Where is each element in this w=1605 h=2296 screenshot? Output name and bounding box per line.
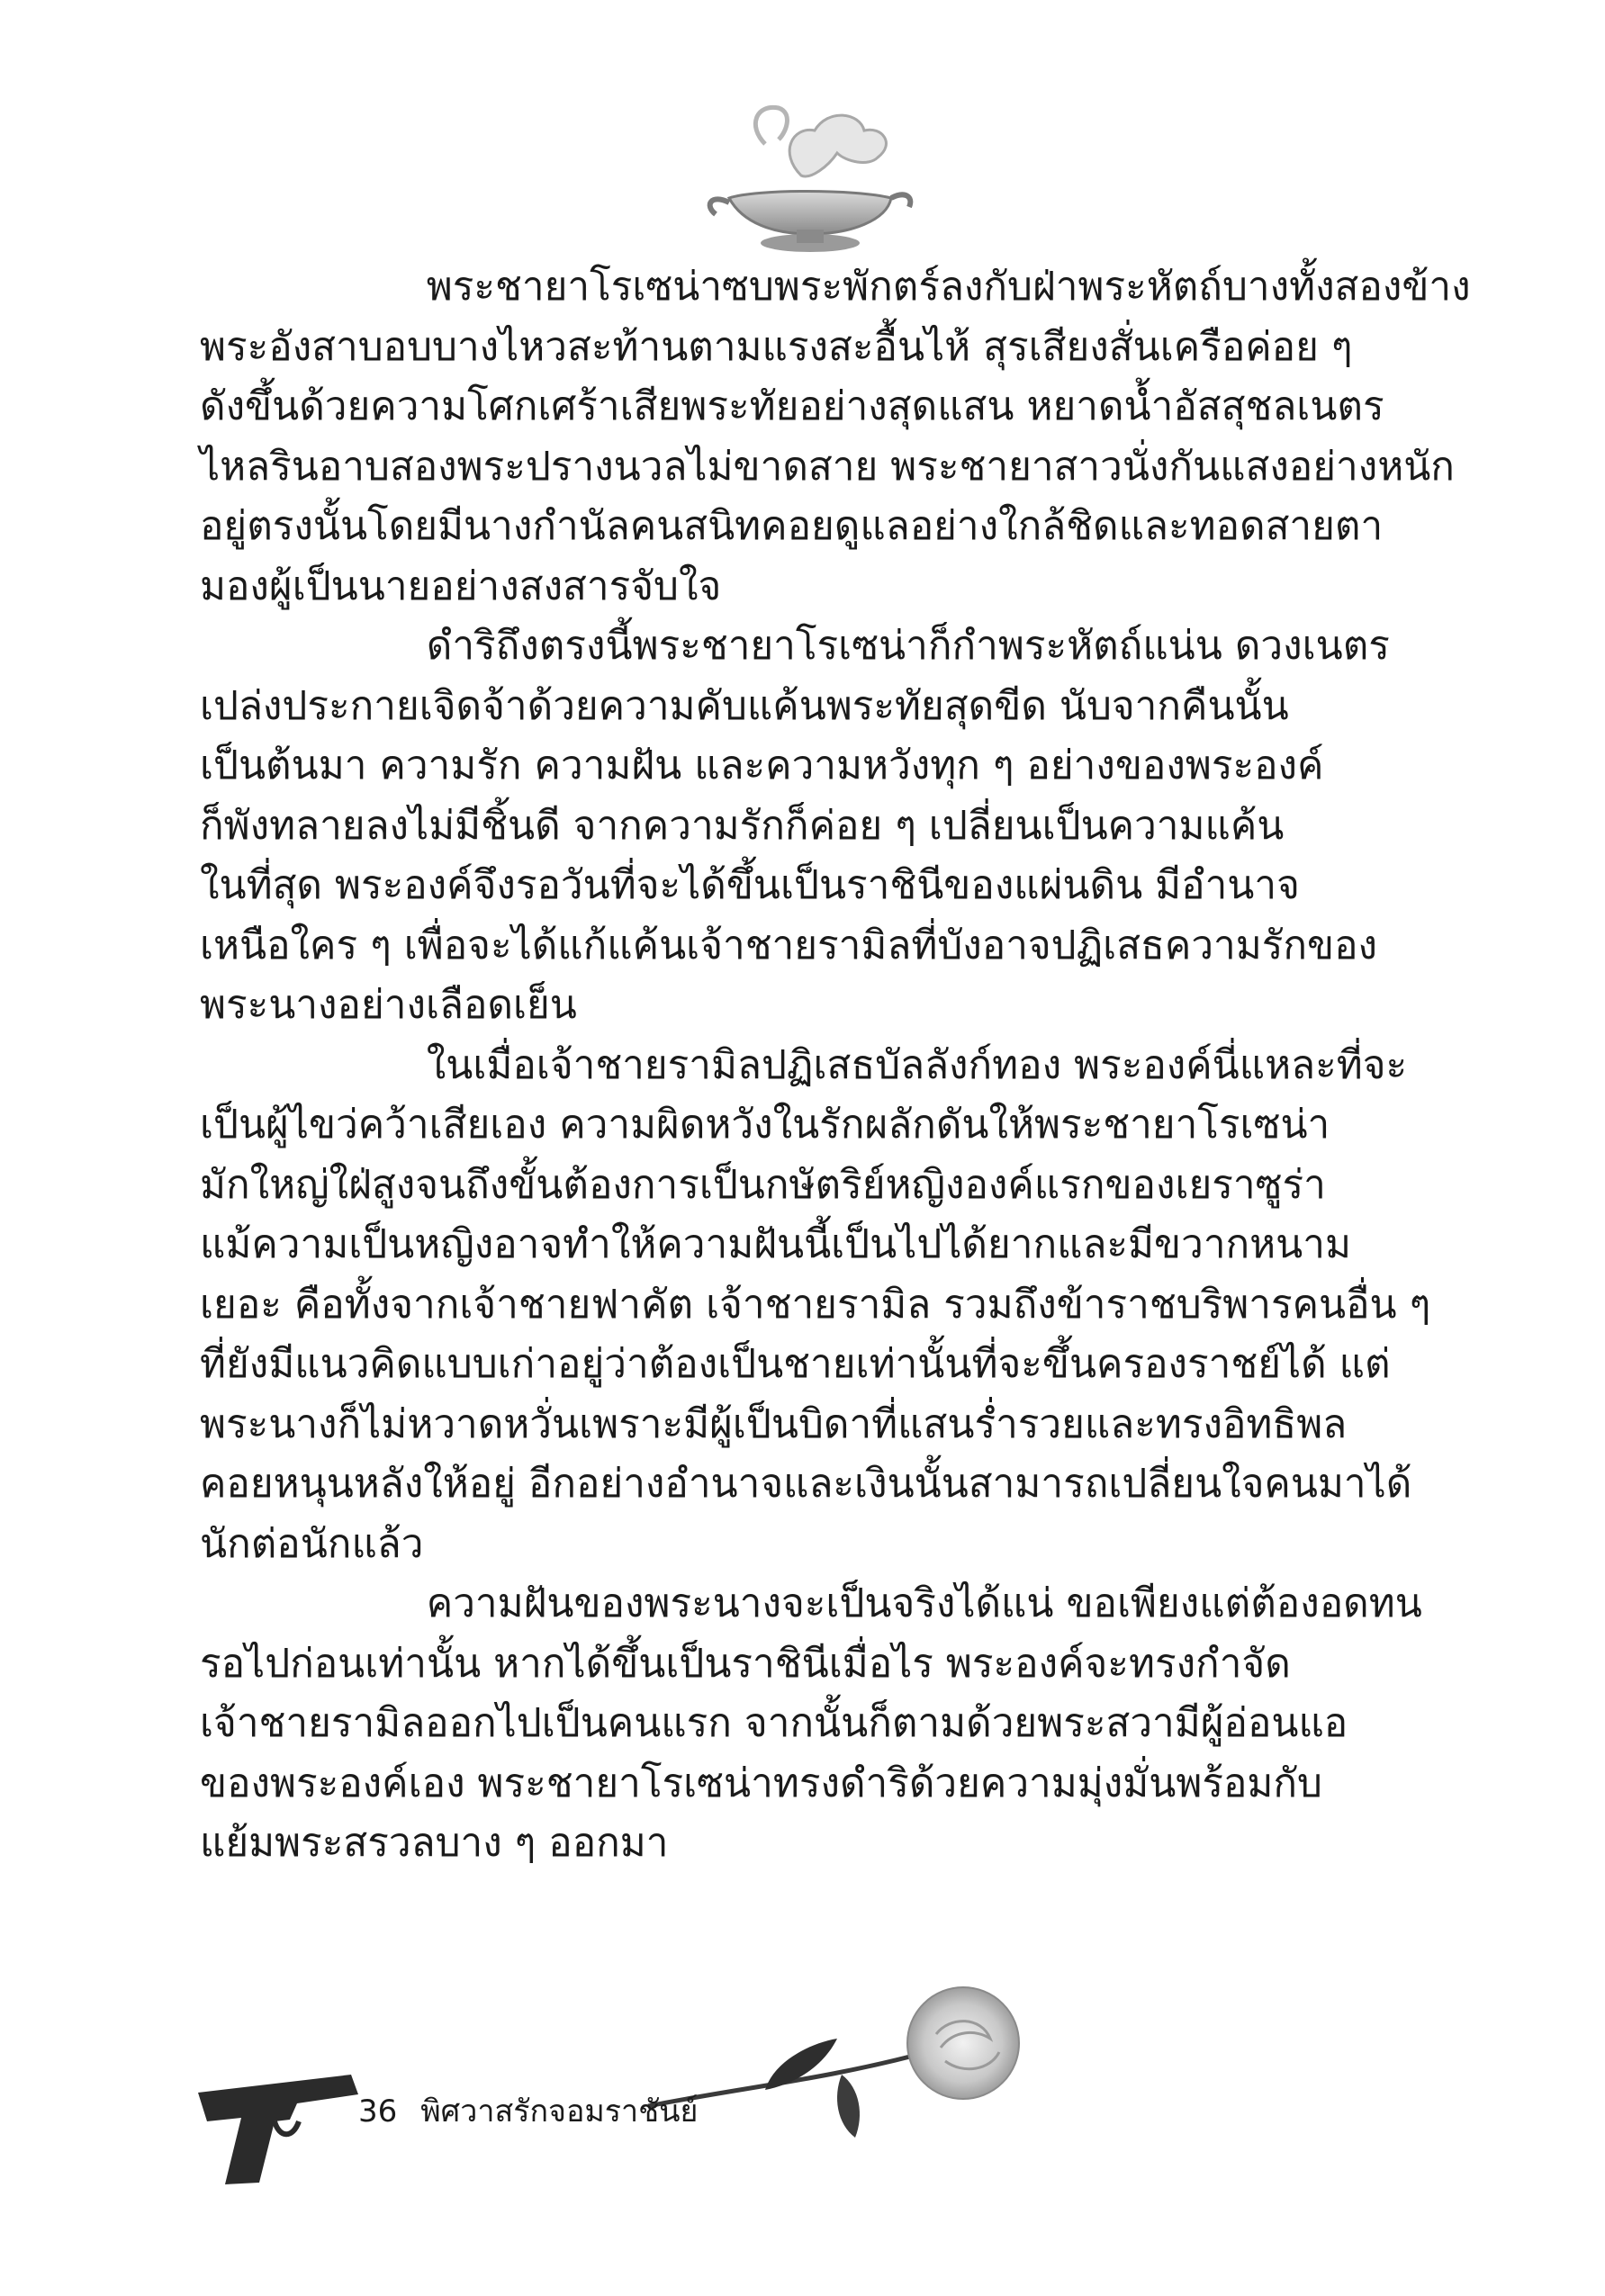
text-line: เป็นผู้ไขว่คว้าเสียเอง ความผิดหวังในรักผลักดันให้พระชายาโรเซน่า (200, 1102, 1330, 1148)
text-line: ไหลรินอาบสองพระปรางนวลไม่ขาดสาย พระชายาสาวนั่งกันแสงอย่างหนัก (200, 443, 1455, 490)
text-line: เหนือใคร ๆ เพื่อจะได้แก้แค้นเจ้าชายรามิลที่บังอาจปฏิเสธความรักของ (200, 922, 1378, 968)
text-line: ดำริถึงตรงนี้พระชายาโรเซน่าก็กำพระหัตถ์แน่น ดวงเนตร (200, 623, 1390, 669)
text-line: ในเมื่อเจ้าชายรามิลปฏิเสธบัลลังก์ทอง พระองค์นี่แหละที่จะ (200, 1041, 1408, 1088)
page-footer (358, 2086, 698, 2135)
body-text (200, 257, 1471, 1874)
text-line: เปล่งประกายเจิดจ้าด้วยความคับแค้นพระทัยสุดขีด นับจากคืนนั้น (200, 682, 1289, 729)
paragraph-1 (200, 257, 1471, 617)
text-line: แย้มพระสรวลบาง ๆ ออกมา (200, 1820, 669, 1866)
text-line: แม้ความเป็นหญิงอาจทำให้ความฝันนี้เป็นไปได้ยากและมีขวากหนาม (200, 1221, 1351, 1267)
book-title: พิศวาสรักจอมราชันย์ (420, 2093, 699, 2129)
text-line: ความฝันของพระนางจะเป็นจริงได้แน่ ขอเพียงแต่ต้องอดทน (200, 1580, 1422, 1626)
pistol-icon (189, 2066, 369, 2192)
paragraph-2 (200, 617, 1390, 1036)
text-line: พระอังสาบอบบางไหวสะท้านตามแรงสะอื้นไห้ สุรเสียงสั่นเครือค่อย ๆ (200, 323, 1353, 370)
text-line: ก็พังทลายลงไม่มีชิ้นดี จากความรักก็ค่อย ๆ เปลี่ยนเป็นความแค้น (200, 802, 1285, 849)
text-line: รอไปก่อนเท่านั้น หากได้ขึ้นเป็นราชินีเมื่อไร พระองค์จะทรงกำจัด (200, 1640, 1291, 1687)
lamp-icon (693, 90, 918, 261)
text-line: เจ้าชายรามิลออกไปเป็นคนแรก จากนั้นก็ตามด้วยพระสวามีผู้อ่อนแอ (200, 1700, 1348, 1746)
text-line: พระนางก็ไม่หวาดหวั่นเพราะมีผู้เป็นบิดาที่แสนร่ำรวยและทรงอิทธิพล (200, 1400, 1348, 1447)
text-line: คอยหนุนหลังให้อยู่ อีกอย่างอำนาจและเงินนั้นสามารถเปลี่ยนใจคนมาได้ (200, 1461, 1412, 1507)
text-line: มักใหญ่ใฝ่สูงจนถึงขั้นต้องการเป็นกษัตริย์หญิงองค์แรกของเยราซูร่า (200, 1161, 1326, 1208)
text-line: เยอะ คือทั้งจากเจ้าชายฟาคัต เจ้าชายรามิล รวมถึงข้าราชบริพารคนอื่น ๆ (200, 1281, 1431, 1328)
text-line: เป็นต้นมา ความรัก ความฝัน และความหวังทุก ๆ อย่างของพระองค์ (200, 743, 1324, 788)
paragraph-4 (200, 1574, 1422, 1874)
page-number: 36 (358, 2093, 398, 2129)
text-line: ของพระองค์เอง พระชายาโรเซน่าทรงดำริด้วยความมุ่งมั่นพร้อมกับ (200, 1760, 1322, 1806)
text-line: พระชายาโรเซน่าซบพระพักตร์ลงกับฝ่าพระหัตถ์บางทั้งสองข้าง (200, 264, 1471, 310)
text-line: ที่ยังมีแนวคิดแบบเก่าอยู่ว่าต้องเป็นชายเท่านั้นที่จะขึ้นครองราชย์ได้ แต่ (200, 1341, 1391, 1387)
text-line: ในที่สุด พระองค์จึงรอวันที่จะได้ขึ้นเป็นราชินีของแผ่นดิน มีอำนาจ (200, 862, 1300, 908)
text-line: อยู่ตรงนั้นโดยมีนางกำนัลคนสนิทคอยดูแลอย่างใกล้ชิดและทอดสายตา (200, 503, 1384, 549)
paragraph-3 (200, 1036, 1431, 1575)
text-line: พระนางอย่างเลือดเย็น (200, 982, 577, 1028)
text-line: นักต่อนักแล้ว (200, 1520, 424, 1567)
text-line: มองผู้เป็นนายอย่างสงสารจับใจ (200, 563, 722, 609)
text-line: ดังขึ้นด้วยความโศกเศร้าเสียพระทัยอย่างสุดแสน หยาดน้ำอัสสุชลเนตร (200, 383, 1384, 429)
